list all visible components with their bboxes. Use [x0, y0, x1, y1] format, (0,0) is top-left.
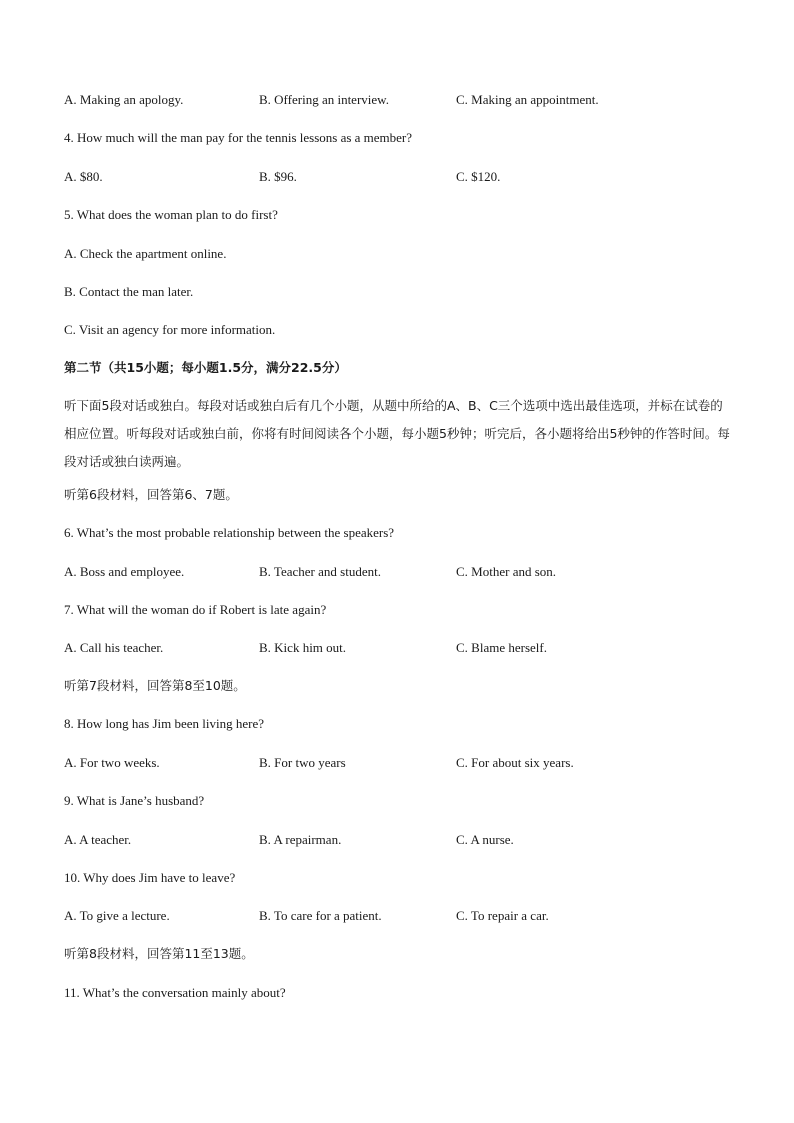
q10-question: 10. Why does Jim have to leave?	[64, 870, 236, 885]
q8-option-b: B. For two years	[259, 755, 346, 770]
q9-option-a: A. A teacher.	[64, 832, 132, 847]
q8-question: 8. How long has Jim been living here?	[64, 716, 265, 731]
q5-question: 5. What does the woman plan to do first?	[64, 207, 278, 222]
q3-option-b: B. Offering an interview.	[259, 92, 389, 107]
section2-instructions: 听下面5段对话或独白。每段对话或独白后有几个小题，从题中所给的A、B、C三个选项中选出最佳选项，并标在试卷的相应位置。听每段对话或独白前，你将有时间阅读各个小题，每小题5秒钟；听完后，各小题将给出5秒钟的作答时间。每段对话或独白读两遍。	[64, 398, 730, 469]
material8-heading: 听第8段材料，回答第11至13题。	[64, 946, 254, 961]
q11-question: 11. What’s the conversation mainly about?	[64, 985, 286, 1000]
q6-question: 6. What’s the most probable relationship between the speakers?	[64, 525, 395, 540]
q4-option-a: A. $80.	[64, 169, 103, 184]
q6-option-b: B. Teacher and student.	[259, 564, 381, 579]
q7-option-a: A. Call his teacher.	[64, 640, 164, 655]
q4-option-b: B. $96.	[259, 169, 297, 184]
q6-option-a: A. Boss and employee.	[64, 564, 185, 579]
q4-question: 4. How much will the man pay for the tennis lessons as a member?	[64, 130, 413, 145]
material7-heading: 听第7段材料，回答第8至10题。	[64, 678, 246, 693]
q5-option-b: B. Contact the man later.	[64, 284, 194, 299]
q10-option-c: C. To repair a car.	[456, 908, 549, 923]
material6-heading: 听第6段材料，回答第6、7题。	[64, 487, 238, 502]
section2-heading: 第二节（共15小题；每小题1.5分，满分22.5分）	[64, 360, 347, 375]
q7-option-b: B. Kick him out.	[259, 640, 347, 655]
q3-option-c: C. Making an appointment.	[456, 92, 599, 107]
q7-question: 7. What will the woman do if Robert is late again?	[64, 602, 327, 617]
q8-option-c: C. For about six years.	[456, 755, 574, 770]
q9-option-c: C. A nurse.	[456, 832, 514, 847]
q6-option-c: C. Mother and son.	[456, 564, 557, 579]
q5-option-c: C. Visit an agency for more information.	[64, 322, 276, 337]
q3-option-a: A. Making an apology.	[64, 92, 184, 107]
q9-question: 9. What is Jane’s husband?	[64, 793, 205, 808]
q4-option-c: C. $120.	[456, 169, 501, 184]
q7-option-c: C. Blame herself.	[456, 640, 547, 655]
q10-option-b: B. To care for a patient.	[259, 908, 382, 923]
q5-option-a: A. Check the apartment online.	[64, 246, 227, 261]
q8-option-a: A. For two weeks.	[64, 755, 160, 770]
q10-option-a: A. To give a lecture.	[64, 908, 170, 923]
q9-option-b: B. A repairman.	[259, 832, 342, 847]
